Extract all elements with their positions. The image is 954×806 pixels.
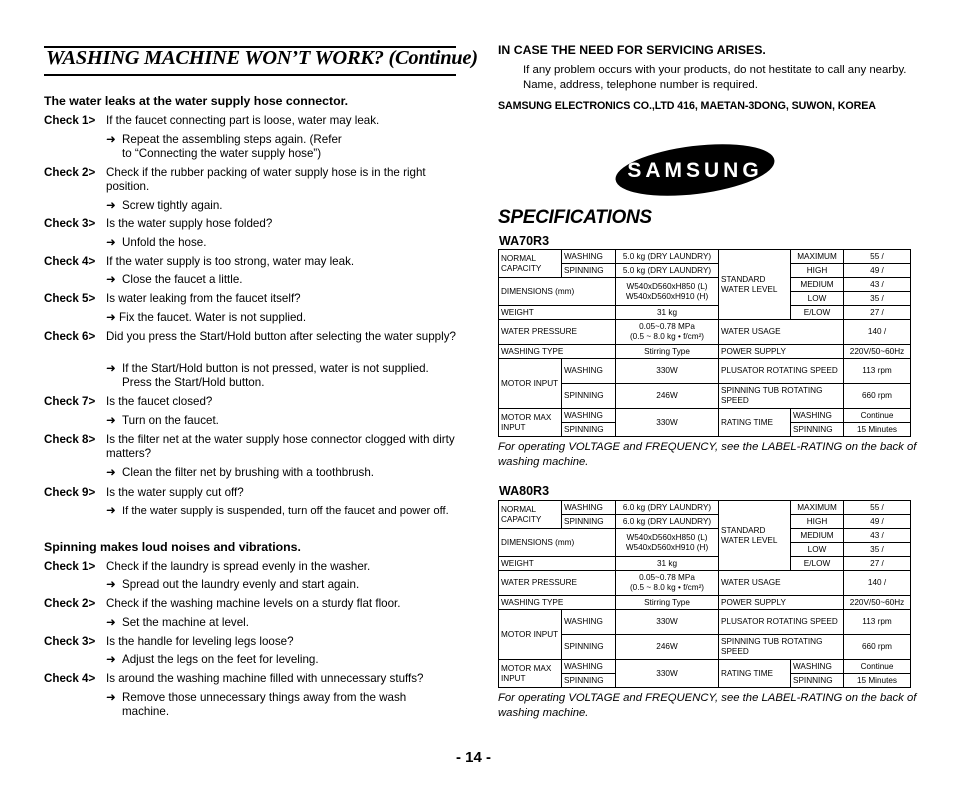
arrow-icon: ➜ <box>106 311 116 324</box>
spec-cell: MOTOR MAX INPUT <box>499 409 562 437</box>
check-text: If the faucet connecting part is loose, water may leak. <box>106 114 380 127</box>
fix-text: Turn on the faucet. <box>122 414 219 427</box>
check-label: Check 2> <box>44 166 96 179</box>
spec-cell: WATER PRESSURE <box>499 320 616 345</box>
spec-cell: WEIGHT <box>499 306 616 320</box>
arrow-icon: ➜ <box>106 414 116 427</box>
spec-cell: HIGH <box>791 515 844 529</box>
spec-cell: 55 / <box>844 501 911 515</box>
spec-cell: LOW <box>791 543 844 557</box>
arrow-icon: ➜ <box>106 133 116 146</box>
spec-cell: Stirring Type <box>616 345 719 359</box>
check-text: Is water leaking from the faucet itself? <box>106 292 301 305</box>
spec-cell: SPINNING <box>562 423 616 437</box>
noise-heading: Spinning makes loud noises and vibrations. <box>44 540 301 554</box>
spec-cell-line: (0.5 ~ 8.0 kg • f/cm²) <box>629 583 705 592</box>
spec-note-1: For operating VOLTAGE and FREQUENCY, see the LABEL-RATING on the back of washing machine. <box>498 441 917 468</box>
spec-cell: RATING TIME <box>719 660 791 688</box>
check-label: Check 6> <box>44 330 96 343</box>
check-label: Check 1> <box>44 560 96 573</box>
spec-cell <box>616 278 719 306</box>
fix-text: Remove those unnecessary things away from the wash machine. <box>122 691 407 718</box>
spec-cell-line: 0.05~0.78 MPa <box>639 573 695 582</box>
spec-cell: 31 kg <box>616 557 719 571</box>
spec-cell: 35 / <box>844 292 911 306</box>
spec-table-2 <box>498 500 911 688</box>
spec-cell <box>616 571 719 596</box>
spec-cell: 43 / <box>844 278 911 292</box>
spec-cell: SPINNING <box>562 384 616 409</box>
spec-cell: WATER USAGE <box>719 571 844 596</box>
fix-text: Screw tightly again. <box>122 199 223 212</box>
arrow-icon: ➜ <box>106 578 116 591</box>
fix-text: If the Start/Hold button is not pressed, water is not supplied. Press the Start/Hold button. <box>122 362 429 389</box>
spec-cell: DIMENSIONS (mm) <box>499 278 616 306</box>
spec-cell: SPINNING <box>562 674 616 688</box>
spec-cell: WASHING <box>562 501 616 515</box>
fix-text: Fix the faucet. Water is not supplied. <box>119 311 307 324</box>
spec-cell: 330W <box>616 359 719 384</box>
spec-cell: 6.0 kg (DRY LAUNDRY) <box>616 501 719 515</box>
spec-cell: 55 / <box>844 250 911 264</box>
spec-cell: SPINNING TUB ROTATING SPEED <box>719 384 844 409</box>
check-label: Check 1> <box>44 114 96 127</box>
page-title: WASHING MACHINE WON’T WORK? (Continue) <box>46 47 478 69</box>
spec-cell: NORMAL CAPACITY <box>499 250 562 278</box>
fix-text: Adjust the legs on the feet for leveling. <box>122 653 319 666</box>
spec-cell: SPINNING <box>562 635 616 660</box>
spec-cell: 140 / <box>844 571 911 596</box>
spec-cell: HIGH <box>791 264 844 278</box>
spec-cell: SPINNING <box>562 515 616 529</box>
spec-cell: STANDARD WATER LEVEL <box>719 501 791 571</box>
spec-cell: 660 rpm <box>844 384 911 409</box>
spec-cell: 27 / <box>844 306 911 320</box>
leak-heading: The water leaks at the water supply hose connector. <box>44 94 349 108</box>
check-label: Check 5> <box>44 292 96 305</box>
spec-cell: DIMENSIONS (mm) <box>499 529 616 557</box>
check-text: If the water supply is too strong, water may leak. <box>106 255 355 268</box>
check-text: Is the filter net at the water supply hose connector clogged with dirty matters? <box>106 433 455 460</box>
check-text: Is the water supply hose folded? <box>106 217 273 230</box>
spec-cell: WATER PRESSURE <box>499 571 616 596</box>
spec-cell: LOW <box>791 292 844 306</box>
spec-cell: Continue <box>844 409 911 423</box>
spec-cell: 113 rpm <box>844 359 911 384</box>
spec-cell: 330W <box>616 610 719 635</box>
spec-cell: WASHING <box>562 250 616 264</box>
spec-cell: POWER SUPPLY <box>719 345 844 359</box>
fix-text: Set the machine at level. <box>122 616 249 629</box>
spec-cell: 246W <box>616 384 719 409</box>
spec-cell: WASHING <box>791 409 844 423</box>
check-text: Check if the rubber packing of water supply hose is in the right position. <box>106 166 426 193</box>
arrow-icon: ➜ <box>106 691 116 704</box>
fix-text: Spread out the laundry evenly and start again. <box>122 578 360 591</box>
spec-cell: E/LOW <box>791 557 844 571</box>
arrow-icon: ➜ <box>106 362 116 375</box>
spec-cell: Stirring Type <box>616 596 719 610</box>
arrow-icon: ➜ <box>106 273 116 286</box>
spec-cell: WASHING <box>562 409 616 423</box>
check-text: Is around the washing machine filled with unnecessary stuffs? <box>106 672 424 685</box>
spec-cell: 35 / <box>844 543 911 557</box>
model-name-1: WA70R3 <box>499 234 550 248</box>
spec-cell-line: W540xD560xH850 (L) <box>626 532 708 542</box>
spec-cell: SPINNING <box>791 674 844 688</box>
spec-cell-line: 0.05~0.78 MPa <box>639 322 695 331</box>
spec-cell: 15 Minutes <box>844 674 911 688</box>
check-label: Check 4> <box>44 255 96 268</box>
spec-cell: 5.0 kg (DRY LAUNDRY) <box>616 250 719 264</box>
spec-cell: STANDARD WATER LEVEL <box>719 250 791 320</box>
spec-cell: WASHING <box>562 660 616 674</box>
spec-cell-line: W540xD560xH850 (L) <box>626 281 708 291</box>
spec-cell: WASHING <box>562 359 616 384</box>
check-label: Check 2> <box>44 597 96 610</box>
spec-cell: MOTOR INPUT <box>499 610 562 660</box>
check-label: Check 7> <box>44 395 96 408</box>
arrow-icon: ➜ <box>106 504 116 517</box>
spec-cell: WATER USAGE <box>719 320 844 345</box>
spec-cell: NORMAL CAPACITY <box>499 501 562 529</box>
spec-cell: 220V/50~60Hz <box>844 596 911 610</box>
check-label: Check 4> <box>44 672 96 685</box>
arrow-icon: ➜ <box>106 236 116 249</box>
spec-cell: SPINNING TUB ROTATING SPEED <box>719 635 844 660</box>
arrow-icon: ➜ <box>106 653 116 666</box>
spec-cell: SPINNING <box>791 423 844 437</box>
check-label: Check 9> <box>44 486 96 499</box>
spec-cell: RATING TIME <box>719 409 791 437</box>
spec-cell: 43 / <box>844 529 911 543</box>
arrow-icon: ➜ <box>106 466 116 479</box>
spec-cell: MEDIUM <box>791 529 844 543</box>
spec-cell: SPINNING <box>562 264 616 278</box>
fix-text: Unfold the hose. <box>122 236 207 249</box>
spec-cell: 113 rpm <box>844 610 911 635</box>
fix-text: Close the faucet a little. <box>122 273 243 286</box>
model-name-2: WA80R3 <box>499 484 550 498</box>
spec-cell: 49 / <box>844 264 911 278</box>
logo-text: SAMSUNG <box>627 159 763 182</box>
arrow-icon: ➜ <box>106 616 116 629</box>
check-text: Check if the laundry is spread evenly in the washer. <box>106 560 371 573</box>
spec-cell: 220V/50~60Hz <box>844 345 911 359</box>
page-number: - 14 - <box>456 749 492 766</box>
check-text: Is the handle for leveling legs loose? <box>106 635 294 648</box>
spec-cell: 15 Minutes <box>844 423 911 437</box>
check-label: Check 3> <box>44 635 96 648</box>
spec-cell: 27 / <box>844 557 911 571</box>
arrow-icon: ➜ <box>106 199 116 212</box>
fix-text: If the water supply is suspended, turn off the faucet and power off. <box>122 505 449 517</box>
spec-cell: MAXIMUM <box>791 250 844 264</box>
fix-text: Repeat the assembling steps again. (Refer to “Connecting the water supply hose”) <box>122 133 342 160</box>
spec-cell: 31 kg <box>616 306 719 320</box>
fix-text: Clean the filter net by brushing with a toothbrush. <box>122 466 374 479</box>
spec-cell: 5.0 kg (DRY LAUNDRY) <box>616 264 719 278</box>
spec-cell: MOTOR MAX INPUT <box>499 660 562 688</box>
service-heading: IN CASE THE NEED FOR SERVICING ARISES. <box>498 43 766 57</box>
check-text: Check if the washing machine levels on a sturdy flat floor. <box>106 597 401 610</box>
spec-cell: 140 / <box>844 320 911 345</box>
service-text: If any problem occurs with your products, do not hestitate to call any nearby. Name, address, telephone number is required. <box>523 64 907 91</box>
check-label: Check 8> <box>44 433 96 446</box>
spec-cell: PLUSATOR ROTATING SPEED <box>719 359 844 384</box>
spec-cell: 660 rpm <box>844 635 911 660</box>
samsung-logo <box>614 142 776 203</box>
spec-cell: WASHING TYPE <box>499 345 616 359</box>
spec-cell-line: W540xD560xH910 (H) <box>625 542 709 552</box>
spec-cell: 246W <box>616 635 719 660</box>
title-rule-bottom <box>44 74 456 76</box>
spec-cell: E/LOW <box>791 306 844 320</box>
spec-cell: 330W <box>616 409 719 437</box>
check-text: Did you press the Start/Hold button after selecting the water supply? <box>106 330 456 343</box>
check-text: Is the water supply cut off? <box>106 486 244 499</box>
spec-cell: POWER SUPPLY <box>719 596 844 610</box>
spec-cell: WASHING <box>791 660 844 674</box>
spec-cell: WEIGHT <box>499 557 616 571</box>
check-text: Is the faucet closed? <box>106 395 213 408</box>
specifications-title: SPECIFICATIONS <box>498 207 652 228</box>
spec-cell: Continue <box>844 660 911 674</box>
spec-cell: WASHING <box>562 610 616 635</box>
spec-cell: 6.0 kg (DRY LAUNDRY) <box>616 515 719 529</box>
check-label: Check 3> <box>44 217 96 230</box>
spec-cell: 49 / <box>844 515 911 529</box>
spec-cell: MAXIMUM <box>791 501 844 515</box>
spec-table-1 <box>498 249 911 437</box>
spec-cell: WASHING TYPE <box>499 596 616 610</box>
company-address: SAMSUNG ELECTRONICS CO.,LTD 416, MAETAN-3DONG, SUWON, KOREA <box>498 100 876 112</box>
spec-cell: MEDIUM <box>791 278 844 292</box>
spec-cell <box>616 320 719 345</box>
spec-cell <box>616 529 719 557</box>
spec-cell-line: (0.5 ~ 8.0 kg • f/cm²) <box>629 332 705 341</box>
spec-cell-line: W540xD560xH910 (H) <box>625 291 709 301</box>
spec-cell: MOTOR INPUT <box>499 359 562 409</box>
spec-cell: 330W <box>616 660 719 688</box>
spec-cell: PLUSATOR ROTATING SPEED <box>719 610 844 635</box>
spec-note-2: For operating VOLTAGE and FREQUENCY, see the LABEL-RATING on the back of washing machine. <box>498 692 917 719</box>
